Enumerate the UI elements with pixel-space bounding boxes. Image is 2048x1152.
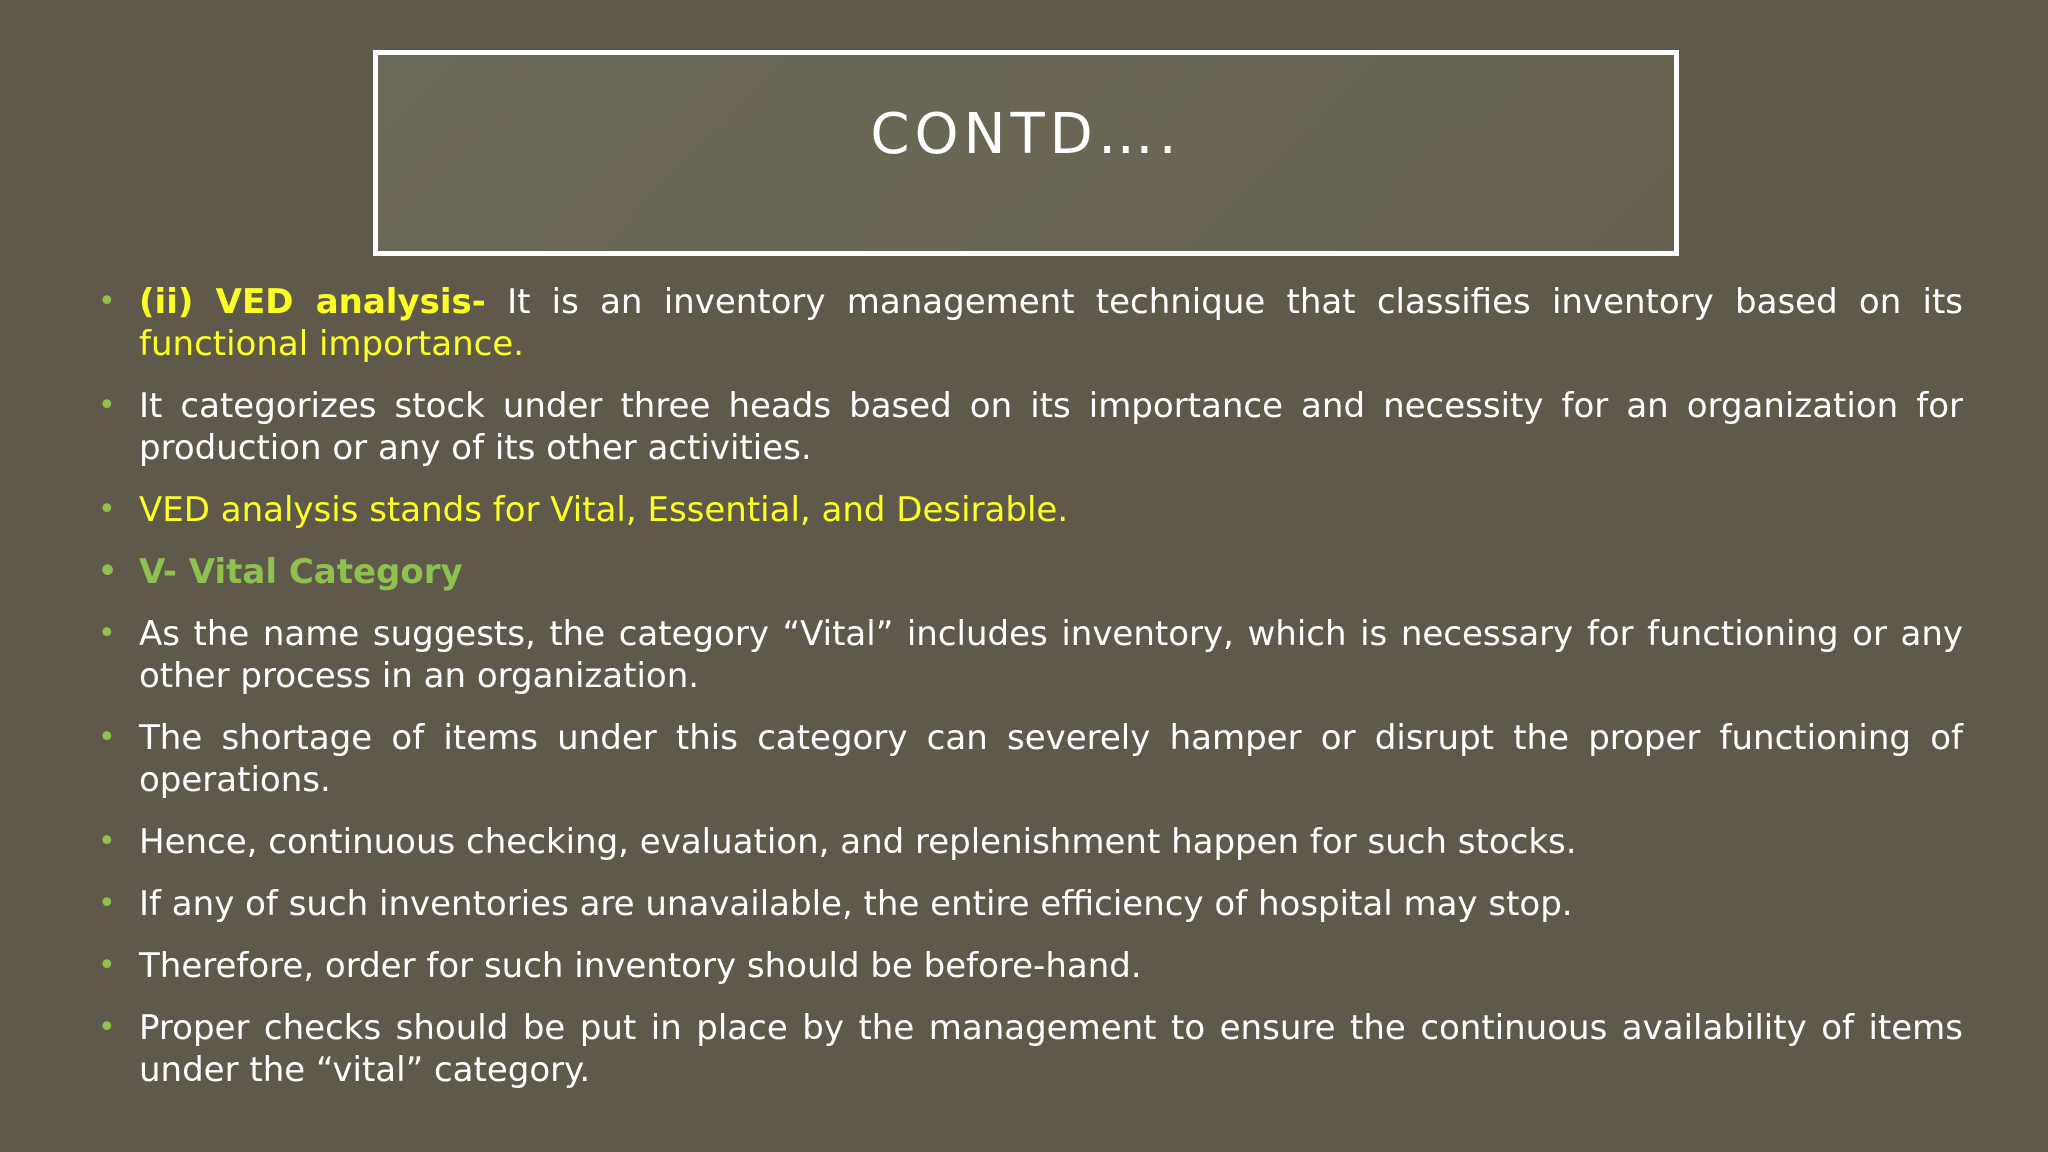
title-box — [373, 50, 1679, 256]
bullet-text: Proper checks should be put in place by the management to ensure the continuous availability of items under the “vital” category. — [139, 1008, 1963, 1090]
bullet-shortage — [98, 717, 1963, 801]
bullet-ved-stands-for — [98, 489, 1963, 531]
bullet-text: The shortage of items under this category can severely hamper or disrupt the proper functioning of operations. — [139, 718, 1963, 800]
bullet-order-beforehand — [98, 945, 1963, 987]
bullet-proper-checks — [98, 1007, 1963, 1091]
bullet-highlight: functional importance. — [139, 324, 525, 364]
bullet-text: VED analysis stands for Vital, Essential, and Desirable. — [139, 490, 1069, 530]
slide-title: CONTD…. — [870, 102, 1182, 167]
bullet-bold-lead: (ii) VED analysis- — [139, 282, 486, 322]
bullet-text: Hence, continuous checking, evaluation, and replenishment happen for such stocks. — [139, 822, 1577, 862]
bullet-vital-category-heading — [98, 551, 1963, 593]
bullet-text: Therefore, order for such inventory should be before-hand. — [139, 946, 1142, 986]
bullet-categorizes — [98, 385, 1963, 469]
bullet-ved-analysis — [98, 281, 1963, 365]
bullet-text: As the name suggests, the category “Vital” includes inventory, which is necessary for functioning or any other process in an organization. — [139, 614, 1963, 696]
bullet-list — [98, 281, 1963, 1111]
bullet-continuous-checking — [98, 821, 1963, 863]
bullet-text: If any of such inventories are unavailable, the entire efficiency of hospital may stop. — [139, 884, 1573, 924]
bullet-text: V- Vital Category — [139, 552, 463, 592]
bullet-vital-definition — [98, 613, 1963, 697]
bullet-unavailable — [98, 883, 1963, 925]
bullet-text: It is an inventory management technique that classifies inventory based on its — [485, 282, 1963, 322]
bullet-text: It categorizes stock under three heads based on its importance and necessity for an organization for production or any of its other activities. — [139, 386, 1963, 468]
